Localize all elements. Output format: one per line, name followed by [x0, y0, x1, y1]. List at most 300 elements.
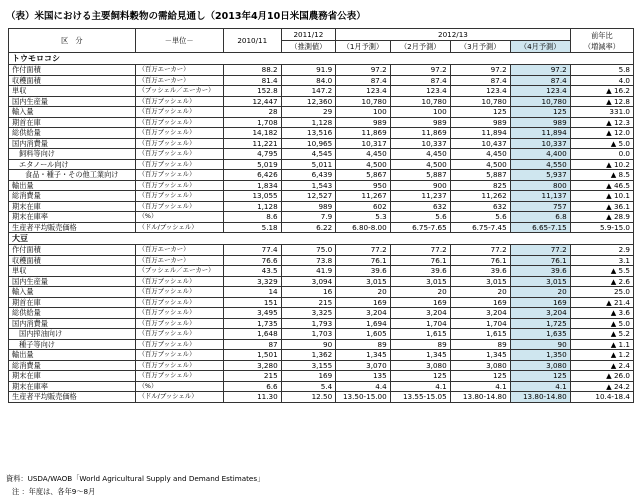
- value-cell: 91.9: [281, 65, 336, 76]
- value-cell: 89: [390, 339, 450, 350]
- value-cell: 5,011: [281, 159, 336, 170]
- row-unit: （百万ブッシェル）: [135, 180, 223, 191]
- value-cell: 100: [390, 107, 450, 118]
- yoy-cell: 3.1: [570, 255, 633, 266]
- row-label: 国内消費量: [9, 318, 136, 329]
- value-cell: 3,204: [450, 308, 510, 319]
- value-cell: 1,362: [281, 350, 336, 361]
- value-cell: 1,725: [510, 318, 570, 329]
- row-label: 国内生産量: [9, 276, 136, 287]
- table-row: [9, 117, 634, 128]
- table-title: （表）米国における主要飼料穀物の需給見通し（2013年4月10日米国農務省公表）: [6, 11, 366, 22]
- row-label: 生産者平均販売価格: [9, 222, 136, 233]
- row-label: 期末在庫: [9, 201, 136, 212]
- value-cell: 90: [510, 339, 570, 350]
- yoy-cell: ▲ 36.1: [570, 201, 633, 212]
- yoy-cell: ▲ 46.5: [570, 180, 633, 191]
- value-cell: 11.30: [223, 392, 281, 403]
- value-cell: 989: [450, 117, 510, 128]
- value-cell: 73.8: [281, 255, 336, 266]
- value-cell: 39.6: [390, 266, 450, 277]
- value-cell: 88.2: [223, 65, 281, 76]
- table-row: [9, 392, 634, 403]
- yoy-cell: 2.9: [570, 245, 633, 256]
- row-unit: （百万ブッシェル）: [135, 117, 223, 128]
- header-category: 区 分: [9, 29, 136, 53]
- value-cell: 125: [510, 107, 570, 118]
- value-cell: 123.4: [510, 86, 570, 97]
- value-cell: 1,735: [223, 318, 281, 329]
- value-cell: 125: [510, 371, 570, 382]
- row-label: 期末在庫率: [9, 212, 136, 223]
- value-cell: 800: [510, 180, 570, 191]
- row-label: 飼料等向け: [9, 149, 136, 160]
- value-cell: 11,237: [390, 191, 450, 202]
- value-cell: 4,450: [390, 149, 450, 160]
- value-cell: 1,648: [223, 329, 281, 340]
- value-cell: 4,450: [450, 149, 510, 160]
- table-row: [9, 329, 634, 340]
- value-cell: 6.75-7.65: [390, 222, 450, 233]
- value-cell: 989: [390, 117, 450, 128]
- row-label: 総供給量: [9, 128, 136, 139]
- value-cell: 10,965: [281, 138, 336, 149]
- value-cell: 1,834: [223, 180, 281, 191]
- value-cell: 169: [336, 297, 391, 308]
- value-cell: 76.1: [336, 255, 391, 266]
- value-cell: 135: [336, 371, 391, 382]
- row-unit: （ドル/ブッシェル）: [135, 222, 223, 233]
- row-unit: （百万ブッシェル）: [135, 318, 223, 329]
- table-row: [9, 75, 634, 86]
- row-unit: （百万ブッシェル）: [135, 350, 223, 361]
- row-label: 総消費量: [9, 191, 136, 202]
- yoy-cell: ▲ 5.0: [570, 318, 633, 329]
- value-cell: 147.2: [281, 86, 336, 97]
- table-row: [9, 255, 634, 266]
- value-cell: 1,350: [510, 350, 570, 361]
- row-unit: （百万ブッシェル）: [135, 297, 223, 308]
- value-cell: 632: [390, 201, 450, 212]
- value-cell: 77.2: [450, 245, 510, 256]
- value-cell: 28: [223, 107, 281, 118]
- yoy-cell: 10.4-18.4: [570, 392, 633, 403]
- table-row: [9, 308, 634, 319]
- value-cell: 10,337: [390, 138, 450, 149]
- row-unit: （百万ブッシェル）: [135, 107, 223, 118]
- yoy-cell: 5.8: [570, 65, 633, 76]
- value-cell: 152.8: [223, 86, 281, 97]
- value-cell: 39.6: [336, 266, 391, 277]
- value-cell: 97.2: [510, 65, 570, 76]
- value-cell: 11,221: [223, 138, 281, 149]
- value-cell: 4.1: [390, 381, 450, 392]
- row-unit: （百万ブッシェル）: [135, 170, 223, 181]
- value-cell: 20: [390, 287, 450, 298]
- row-label: 総消費量: [9, 360, 136, 371]
- value-cell: 3,015: [390, 276, 450, 287]
- value-cell: 29: [281, 107, 336, 118]
- row-unit: （百万ブッシェル）: [135, 96, 223, 107]
- section-title: トウモロコシ: [9, 53, 634, 65]
- row-label: 期末在庫率: [9, 381, 136, 392]
- row-label: 期首在庫: [9, 297, 136, 308]
- value-cell: 12,360: [281, 96, 336, 107]
- value-cell: 20: [336, 287, 391, 298]
- value-cell: 3,155: [281, 360, 336, 371]
- value-cell: 11,894: [450, 128, 510, 139]
- value-cell: 1,345: [390, 350, 450, 361]
- yoy-cell: ▲ 10.2: [570, 159, 633, 170]
- row-unit: （百万エーカー）: [135, 75, 223, 86]
- value-cell: 4,500: [336, 159, 391, 170]
- yoy-cell: ▲ 26.0: [570, 371, 633, 382]
- row-label: 国内搾油向け: [9, 329, 136, 340]
- value-cell: 11,262: [450, 191, 510, 202]
- yoy-cell: 331.0: [570, 107, 633, 118]
- value-cell: 632: [450, 201, 510, 212]
- value-cell: 125: [450, 107, 510, 118]
- supply-demand-table: [8, 28, 634, 403]
- value-cell: 6.65-7.15: [510, 222, 570, 233]
- table-row: [9, 149, 634, 160]
- value-cell: 1,615: [390, 329, 450, 340]
- yoy-cell: ▲ 3.6: [570, 308, 633, 319]
- value-cell: 10,780: [336, 96, 391, 107]
- value-cell: 77.2: [510, 245, 570, 256]
- footnote-note: 注 ：年度は、各年9～8月: [12, 487, 96, 496]
- value-cell: 43.5: [223, 266, 281, 277]
- value-cell: 5,887: [450, 170, 510, 181]
- value-cell: 11,869: [390, 128, 450, 139]
- value-cell: 5.6: [390, 212, 450, 223]
- table-row: [9, 159, 634, 170]
- yoy-cell: ▲ 5.2: [570, 329, 633, 340]
- value-cell: 4.1: [450, 381, 510, 392]
- table-body: [9, 53, 634, 403]
- value-cell: 97.2: [336, 65, 391, 76]
- value-cell: 1,501: [223, 350, 281, 361]
- value-cell: 4,500: [450, 159, 510, 170]
- value-cell: 169: [510, 297, 570, 308]
- header-yoy-line2: （増減率）: [583, 41, 620, 51]
- value-cell: 1,615: [450, 329, 510, 340]
- row-unit: （百万ブッシェル）: [135, 339, 223, 350]
- value-cell: 75.0: [281, 245, 336, 256]
- row-unit: （百万ブッシェル）: [135, 329, 223, 340]
- value-cell: 13,516: [281, 128, 336, 139]
- value-cell: 39.6: [450, 266, 510, 277]
- value-cell: 12.50: [281, 392, 336, 403]
- row-label: 総供給量: [9, 308, 136, 319]
- value-cell: 13.80-14.80: [450, 392, 510, 403]
- table-row: [9, 381, 634, 392]
- value-cell: 39.6: [510, 266, 570, 277]
- value-cell: 151: [223, 297, 281, 308]
- value-cell: 3,015: [450, 276, 510, 287]
- value-cell: 3,080: [450, 360, 510, 371]
- table-row: [9, 297, 634, 308]
- value-cell: 5.6: [450, 212, 510, 223]
- yoy-cell: 5.9-15.0: [570, 222, 633, 233]
- value-cell: 4,550: [510, 159, 570, 170]
- value-cell: 97.2: [450, 65, 510, 76]
- table-row: [9, 86, 634, 97]
- value-cell: 76.1: [390, 255, 450, 266]
- row-label: 輸入量: [9, 287, 136, 298]
- value-cell: 215: [223, 371, 281, 382]
- value-cell: 11,137: [510, 191, 570, 202]
- yoy-cell: ▲ 2.6: [570, 276, 633, 287]
- yoy-cell: 0.0: [570, 149, 633, 160]
- value-cell: 11,894: [510, 128, 570, 139]
- value-cell: 169: [450, 297, 510, 308]
- value-cell: 87.4: [510, 75, 570, 86]
- value-cell: 125: [390, 371, 450, 382]
- value-cell: 13,055: [223, 191, 281, 202]
- row-unit: （百万ブッシェル）: [135, 308, 223, 319]
- value-cell: 76.6: [223, 255, 281, 266]
- row-label: 期末在庫: [9, 371, 136, 382]
- value-cell: 169: [281, 371, 336, 382]
- value-cell: 6.6: [223, 381, 281, 392]
- value-cell: 87.4: [450, 75, 510, 86]
- header-forecast-feb: （2月予測）: [390, 41, 450, 53]
- value-cell: 89: [336, 339, 391, 350]
- table-row: [9, 266, 634, 277]
- yoy-cell: ▲ 12.0: [570, 128, 633, 139]
- yoy-cell: ▲ 2.4: [570, 360, 633, 371]
- row-label: 国内消費量: [9, 138, 136, 149]
- row-unit: （ブッシェル／エーカー）: [135, 266, 223, 277]
- value-cell: 100: [336, 107, 391, 118]
- row-unit: （百万ブッシェル）: [135, 287, 223, 298]
- value-cell: 3,204: [510, 308, 570, 319]
- table-row: [9, 65, 634, 76]
- row-unit: （ブッシェル／エーカー）: [135, 86, 223, 97]
- yoy-cell: 4.0: [570, 75, 633, 86]
- table-row: [9, 212, 634, 223]
- value-cell: 4.1: [510, 381, 570, 392]
- value-cell: 1,704: [390, 318, 450, 329]
- value-cell: 3,015: [336, 276, 391, 287]
- value-cell: 89: [450, 339, 510, 350]
- value-cell: 77.2: [336, 245, 391, 256]
- value-cell: 989: [510, 117, 570, 128]
- yoy-cell: ▲ 5.0: [570, 138, 633, 149]
- value-cell: 3,204: [336, 308, 391, 319]
- table-row: [9, 371, 634, 382]
- section-row: [9, 53, 634, 65]
- row-unit: （百万ブッシェル）: [135, 138, 223, 149]
- value-cell: 1,543: [281, 180, 336, 191]
- value-cell: 97.2: [390, 65, 450, 76]
- header-year-2011: 2011/12: [281, 29, 336, 41]
- value-cell: 13.50-15.00: [336, 392, 391, 403]
- row-label: 単収: [9, 266, 136, 277]
- row-unit: （百万エーカー）: [135, 65, 223, 76]
- row-label: 種子等向け: [9, 339, 136, 350]
- value-cell: 3,495: [223, 308, 281, 319]
- row-unit: （百万ブッシェル）: [135, 128, 223, 139]
- value-cell: 4,400: [510, 149, 570, 160]
- row-unit: （百万ブッシェル）: [135, 201, 223, 212]
- yoy-cell: ▲ 21.4: [570, 297, 633, 308]
- value-cell: 12,527: [281, 191, 336, 202]
- value-cell: 1,345: [336, 350, 391, 361]
- table-row: [9, 96, 634, 107]
- row-unit: （ドル/ブッシェル）: [135, 392, 223, 403]
- yoy-cell: ▲ 1.1: [570, 339, 633, 350]
- value-cell: 4,795: [223, 149, 281, 160]
- table-row: [9, 287, 634, 298]
- row-label: 単収: [9, 86, 136, 97]
- value-cell: 125: [450, 371, 510, 382]
- value-cell: 3,204: [390, 308, 450, 319]
- footnote-source: 資料：USDA/WAOB「World Agricultural Supply and Demand Estimates」: [6, 474, 265, 483]
- row-unit: （百万ブッシェル）: [135, 159, 223, 170]
- value-cell: 6.22: [281, 222, 336, 233]
- value-cell: 77.4: [223, 245, 281, 256]
- row-unit: （%）: [135, 212, 223, 223]
- value-cell: 90: [281, 339, 336, 350]
- value-cell: 3,080: [390, 360, 450, 371]
- row-label: 作付面積: [9, 245, 136, 256]
- row-unit: （百万ブッシェル）: [135, 149, 223, 160]
- header-estimate: （推測値）: [281, 41, 336, 53]
- value-cell: 1,605: [336, 329, 391, 340]
- value-cell: 87: [223, 339, 281, 350]
- value-cell: 215: [281, 297, 336, 308]
- value-cell: 4.4: [336, 381, 391, 392]
- header-year-2010: 2010/11: [223, 29, 281, 53]
- header-yoy: [570, 29, 633, 53]
- table-row: [9, 180, 634, 191]
- value-cell: 123.4: [336, 86, 391, 97]
- yoy-cell: ▲ 12.3: [570, 117, 633, 128]
- yoy-cell: ▲ 24.2: [570, 381, 633, 392]
- value-cell: 13.80-14.80: [510, 392, 570, 403]
- value-cell: 87.4: [336, 75, 391, 86]
- value-cell: 10,437: [450, 138, 510, 149]
- table-row: [9, 107, 634, 118]
- value-cell: 602: [336, 201, 391, 212]
- yoy-cell: ▲ 1.2: [570, 350, 633, 361]
- value-cell: 5.3: [336, 212, 391, 223]
- value-cell: 900: [390, 180, 450, 191]
- value-cell: 5,887: [390, 170, 450, 181]
- row-label: 食品・種子・その他工業向け: [9, 170, 136, 181]
- row-label: 収穫面積: [9, 75, 136, 86]
- value-cell: 989: [336, 117, 391, 128]
- value-cell: 20: [450, 287, 510, 298]
- value-cell: 3,329: [223, 276, 281, 287]
- value-cell: 169: [390, 297, 450, 308]
- value-cell: 16: [281, 287, 336, 298]
- table-row: [9, 350, 634, 361]
- value-cell: 757: [510, 201, 570, 212]
- table-row: [9, 170, 634, 181]
- value-cell: 77.2: [390, 245, 450, 256]
- value-cell: 1,694: [336, 318, 391, 329]
- yoy-cell: ▲ 12.8: [570, 96, 633, 107]
- value-cell: 10,337: [510, 138, 570, 149]
- table-row: [9, 191, 634, 202]
- table-row: [9, 201, 634, 212]
- value-cell: 5,867: [336, 170, 391, 181]
- row-unit: （百万ブッシェル）: [135, 276, 223, 287]
- row-label: 輸出量: [9, 350, 136, 361]
- value-cell: 87.4: [390, 75, 450, 86]
- value-cell: 4,545: [281, 149, 336, 160]
- row-label: 収穫面積: [9, 255, 136, 266]
- value-cell: 10,780: [450, 96, 510, 107]
- value-cell: 76.1: [510, 255, 570, 266]
- value-cell: 10,780: [510, 96, 570, 107]
- header-forecast-jan: （1月予測）: [336, 41, 391, 53]
- row-unit: （百万エーカー）: [135, 255, 223, 266]
- header-unit: －単位－: [135, 29, 223, 53]
- value-cell: 10,780: [390, 96, 450, 107]
- value-cell: 5.4: [281, 381, 336, 392]
- value-cell: 12,447: [223, 96, 281, 107]
- table-row: [9, 276, 634, 287]
- value-cell: 1,345: [450, 350, 510, 361]
- value-cell: 41.9: [281, 266, 336, 277]
- value-cell: 81.4: [223, 75, 281, 86]
- row-label: 輸入量: [9, 107, 136, 118]
- value-cell: 10,317: [336, 138, 391, 149]
- yoy-cell: ▲ 16.2: [570, 86, 633, 97]
- value-cell: 84.0: [281, 75, 336, 86]
- value-cell: 3,280: [223, 360, 281, 371]
- value-cell: 11,869: [336, 128, 391, 139]
- header-yoy-line1: 前年比: [591, 30, 613, 40]
- value-cell: 123.4: [390, 86, 450, 97]
- table-row: [9, 318, 634, 329]
- header-forecast-mar: （3月予測）: [450, 41, 510, 53]
- value-cell: 6.8: [510, 212, 570, 223]
- yoy-cell: ▲ 5.5: [570, 266, 633, 277]
- section-title: 大豆: [9, 233, 634, 245]
- value-cell: 3,094: [281, 276, 336, 287]
- value-cell: 7.9: [281, 212, 336, 223]
- value-cell: 3,325: [281, 308, 336, 319]
- value-cell: 1,128: [223, 201, 281, 212]
- value-cell: 8.6: [223, 212, 281, 223]
- value-cell: 950: [336, 180, 391, 191]
- value-cell: 1,128: [281, 117, 336, 128]
- value-cell: 5.18: [223, 222, 281, 233]
- value-cell: 1,708: [223, 117, 281, 128]
- table-row: [9, 138, 634, 149]
- table-row: [9, 360, 634, 371]
- value-cell: 1,793: [281, 318, 336, 329]
- yoy-cell: ▲ 10.1: [570, 191, 633, 202]
- value-cell: 6.80-8.00: [336, 222, 391, 233]
- value-cell: 123.4: [450, 86, 510, 97]
- row-unit: （百万ブッシェル）: [135, 191, 223, 202]
- section-row: [9, 233, 634, 245]
- value-cell: 1,703: [281, 329, 336, 340]
- yoy-cell: ▲ 28.9: [570, 212, 633, 223]
- row-label: 作付面積: [9, 65, 136, 76]
- value-cell: 20: [510, 287, 570, 298]
- table-row: [9, 339, 634, 350]
- yoy-cell: ▲ 8.5: [570, 170, 633, 181]
- value-cell: 6,426: [223, 170, 281, 181]
- row-unit: （百万エーカー）: [135, 245, 223, 256]
